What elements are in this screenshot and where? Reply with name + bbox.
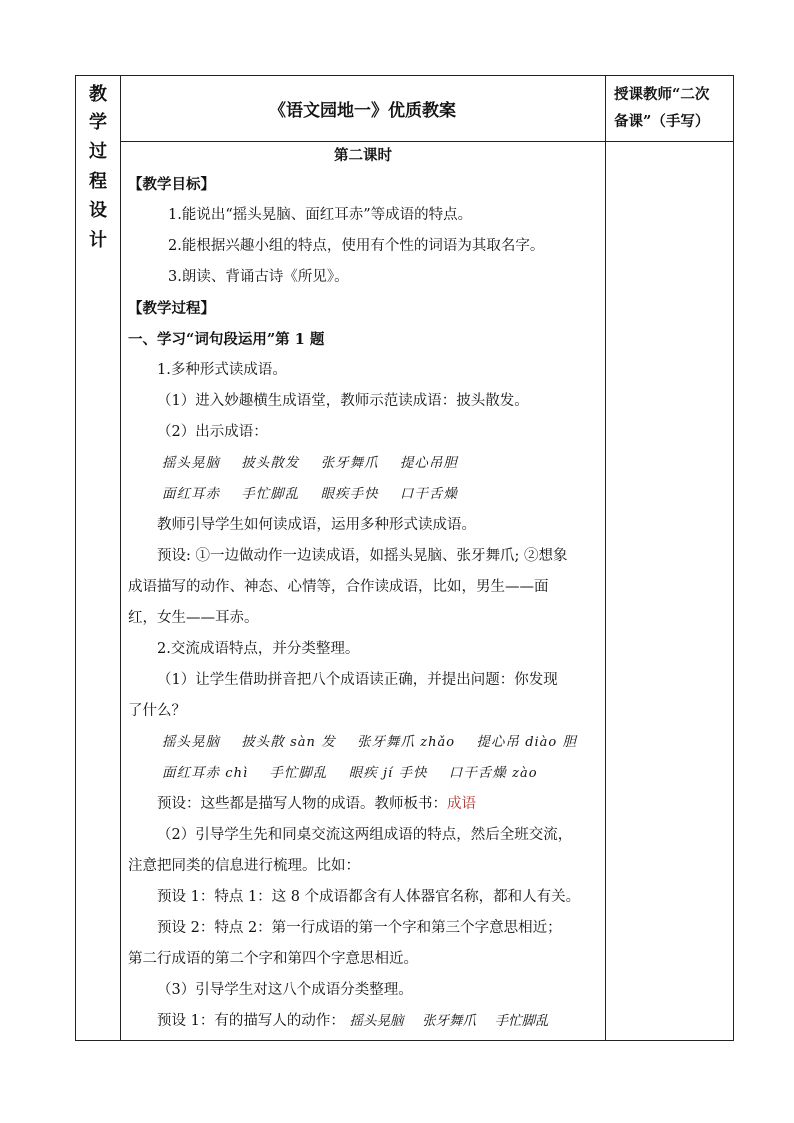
teacher-notes-header-line: 授课教师“二次: [614, 86, 710, 103]
idiom: 张牙舞爪: [422, 1013, 477, 1029]
section-label-vertical: [76, 76, 120, 256]
section-label-char: 计: [89, 230, 107, 251]
column-divider-left: [120, 76, 121, 1040]
paragraph: [128, 1006, 598, 1037]
idiom: 面红耳赤: [162, 765, 220, 781]
idiom: 面红耳赤: [162, 486, 220, 502]
idiom: 摇头晃脑: [162, 734, 220, 750]
idiom: 手忙脚乱: [269, 765, 328, 781]
step-text: （2）引导学生先和同桌交流这两组成语的特点，然后全班交流，: [157, 827, 573, 843]
idiom: 胆: [562, 734, 578, 750]
idiom: 口干舌燥: [448, 765, 507, 781]
preset-text: 预设：这些都是描写人物的成语。教师板书：: [157, 796, 447, 812]
idiom: 披头散: [241, 734, 285, 750]
idiom: 张牙舞爪: [320, 455, 379, 471]
goals-heading: 【教学目标】: [128, 176, 215, 193]
right-head-divider: [605, 141, 734, 142]
idiom: 手快: [398, 765, 428, 781]
pinyin: chì: [225, 766, 249, 781]
section-label-char: 过: [89, 141, 107, 162]
idiom-row: [128, 479, 598, 510]
paragraph: [128, 789, 598, 820]
step-text: （1）进入妙趣横生成语堂，教师示范读成语：披头散发。: [157, 393, 529, 409]
pinyin: jí: [383, 766, 394, 781]
section-label-char: 教: [89, 84, 107, 105]
step-text: 了什么？: [128, 703, 186, 719]
step-text: （2）出示成语：: [157, 424, 268, 440]
step-text: （3）引导学生对这八个成语分类整理。: [157, 982, 413, 998]
pinyin: zào: [512, 766, 538, 781]
section-heading: 一、学习“词句段运用”第 1 题: [128, 331, 325, 348]
idiom: 眼疾: [348, 765, 378, 781]
teacher-notes-header: [606, 76, 734, 141]
step-text: 2.交流成语特点，并分类整理。: [157, 641, 360, 657]
teacher-notes-header-line: 备课”（手写）: [614, 113, 710, 130]
goal-item: 2.能根据兴趣小组的特点，使用有个性的词语为其取名字。: [168, 238, 545, 254]
paragraph: 预设 2：特点 2：第一行成语的第一个字和第三个字意思相近；: [157, 920, 562, 936]
idiom: 口干舌燥: [399, 486, 458, 502]
idiom: 摇头晃脑: [162, 455, 220, 471]
pinyin: diào: [525, 735, 558, 750]
idiom: 提心吊胆: [399, 455, 458, 471]
step-text: （1）让学生借助拼音把八个成语读正确，并提出问题：你发现: [157, 672, 558, 688]
paragraph: 红，女生——耳赤。: [128, 610, 259, 626]
page-title: 《语文园地一》优质教案: [269, 101, 456, 121]
idiom: 提心吊: [476, 734, 520, 750]
idiom: 手忙脚乱: [241, 486, 300, 502]
idiom-pinyin-row: [128, 727, 598, 758]
process-heading: 【教学过程】: [128, 300, 215, 317]
pinyin: sàn: [290, 735, 316, 750]
section-label-char: 设: [89, 200, 107, 221]
idiom: 发: [321, 734, 336, 750]
idiom: 披头散发: [241, 455, 300, 471]
section-label-char: 程: [89, 171, 107, 192]
step-text: 注意把同类的信息进行梳理。比如：: [128, 858, 360, 874]
section-label-char: 学: [89, 112, 107, 133]
paragraph: 预设 1：特点 1：这 8 个成语都含有人体器官名称，都和人有关。: [157, 889, 581, 905]
paragraph: 成语描写的动作、神态、心情等，合作读成语，比如，男生——面: [128, 579, 549, 595]
pinyin: zhǎo: [420, 735, 456, 750]
lesson-number: 第二课时: [334, 147, 392, 164]
idiom: 张牙舞爪: [356, 734, 415, 750]
paragraph: 第二行成语的第二个字和第四个字意思相近。: [128, 951, 418, 967]
idiom: 眼疾手快: [320, 486, 379, 502]
step-text: 1.多种形式读成语。: [157, 362, 287, 378]
paragraph: 预设: ①一边做动作一边读成语，如摇头晃脑、张牙舞爪; ②想象: [157, 548, 568, 564]
idiom-pinyin-row: [128, 758, 598, 789]
idiom-row: [128, 448, 598, 479]
idiom: 摇头晃脑: [349, 1013, 404, 1029]
lesson-content: [128, 142, 598, 1037]
board-note: 成语: [447, 796, 476, 812]
paragraph: 教师引导学生如何读成语，运用多种形式读成语。: [157, 517, 476, 533]
preset-text: 预设 1：有的描写人的动作：: [157, 1013, 345, 1029]
goal-item: 3.朗读、背诵古诗《所见》。: [168, 269, 349, 285]
column-divider-right: [605, 76, 606, 1040]
goal-item: 1.能说出“摇头晃脑、面红耳赤”等成语的特点。: [168, 207, 473, 223]
idiom: 手忙脚乱: [494, 1013, 549, 1029]
lesson-plan-table: [75, 75, 734, 1041]
